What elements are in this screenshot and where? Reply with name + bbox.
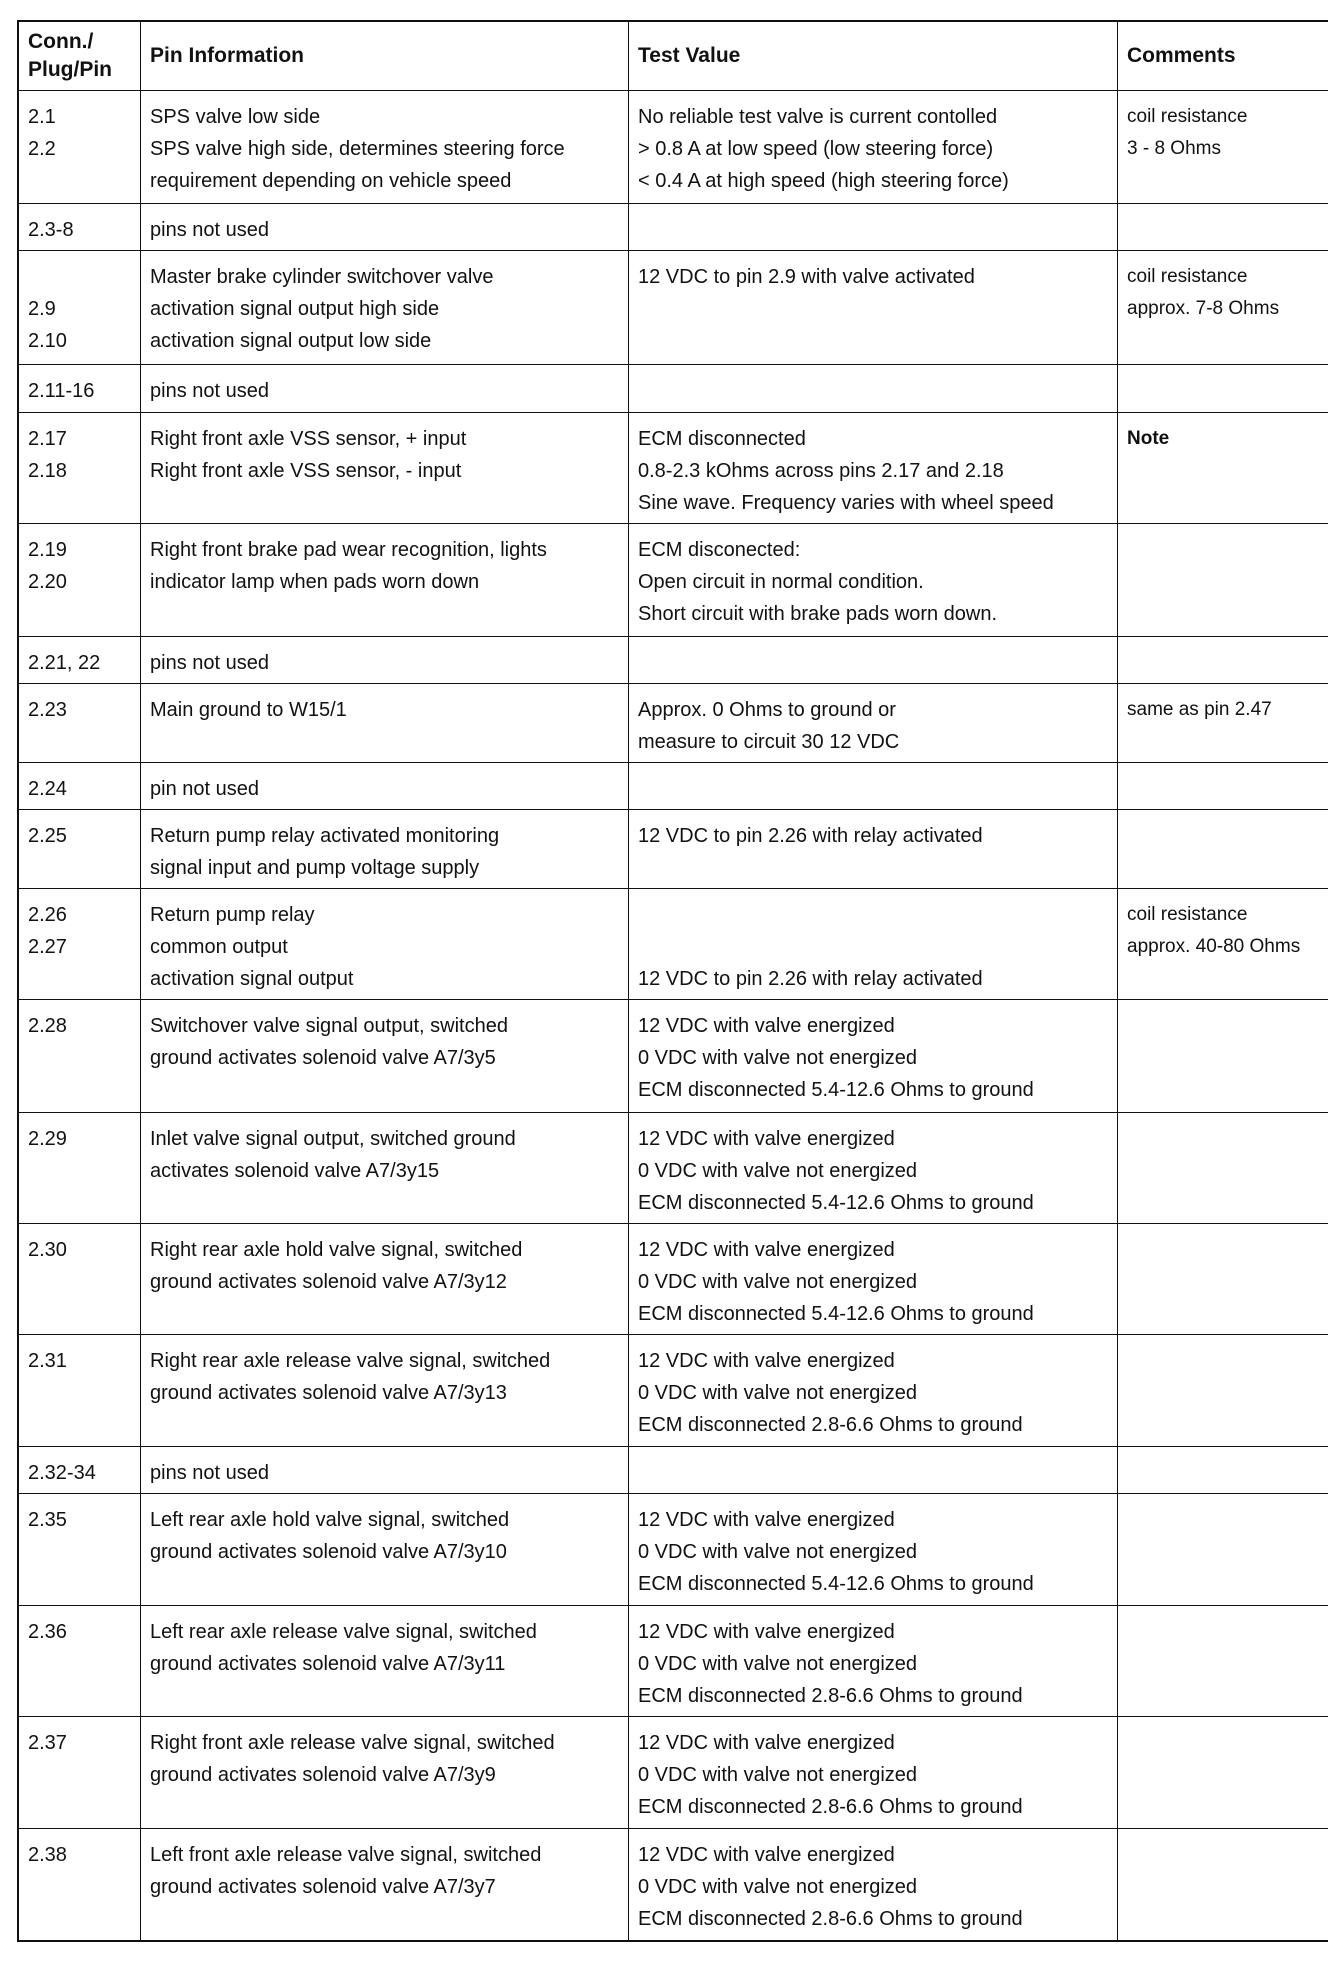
pin-info-line: ground activates solenoid valve A7/3y5 <box>150 1047 496 1069</box>
pin-cell <box>18 413 141 524</box>
pin-cell <box>18 204 141 251</box>
test-value-cell <box>629 889 1118 1000</box>
pin-line: 2.38 <box>28 1844 67 1866</box>
table-row <box>18 1494 1328 1606</box>
test-value-line: ECM disconnected 2.8-6.6 Ohms to ground <box>638 1908 1023 1930</box>
header-comments: Comments <box>1118 21 1328 91</box>
test-value-line: ECM disconnected 2.8-6.6 Ohms to ground <box>638 1796 1023 1818</box>
comments-cell <box>1118 1224 1328 1335</box>
pin-line: 2.36 <box>28 1621 67 1643</box>
test-value-line: 0 VDC with valve not energized <box>638 1541 918 1563</box>
pin-info-cell <box>141 1829 629 1941</box>
comments-cell <box>1118 684 1328 763</box>
pin-info-line: SPS valve low side <box>150 106 321 128</box>
test-value-cell <box>629 763 1118 810</box>
pin-info-line: Inlet valve signal output, switched ground <box>150 1128 516 1150</box>
table-row <box>18 1606 1328 1717</box>
test-value-cell <box>629 204 1118 251</box>
pin-info-line: pins not used <box>150 380 269 402</box>
pin-cell <box>18 684 141 763</box>
table-row <box>18 1717 1328 1829</box>
test-value-line: Open circuit in normal condition. <box>638 571 924 593</box>
comments-cell <box>1118 365 1328 413</box>
pin-info-line: Right front axle VSS sensor, - input <box>150 460 462 482</box>
pin-info-cell <box>141 1606 629 1717</box>
pin-info-cell <box>141 1494 629 1606</box>
pin-info-line: activation signal output <box>150 968 354 990</box>
pin-line: 2.10 <box>28 330 67 352</box>
pin-info-line: pins not used <box>150 219 269 241</box>
pin-line: 2.25 <box>28 825 67 847</box>
pin-cell <box>18 889 141 1000</box>
test-value-line: 0 VDC with valve not energized <box>638 1160 918 1182</box>
pin-line: 2.27 <box>28 936 67 958</box>
pin-info-line: ground activates solenoid valve A7/3y7 <box>150 1876 496 1898</box>
pin-line: 2.21, 22 <box>28 652 101 674</box>
pin-info-cell <box>141 251 629 365</box>
pin-info-line: Right rear axle release valve signal, switched <box>150 1350 551 1372</box>
pin-info-cell <box>141 413 629 524</box>
comments-cell <box>1118 637 1328 684</box>
pin-info-cell <box>141 1113 629 1224</box>
pin-info-cell <box>141 1335 629 1447</box>
test-value-line: 12 VDC with valve energized <box>638 1621 895 1643</box>
pin-line: 2.2 <box>28 138 56 160</box>
comments-cell <box>1118 810 1328 889</box>
test-value-line: 0 VDC with valve not energized <box>638 1382 918 1404</box>
comments-cell <box>1118 763 1328 810</box>
pin-line: 2.3-8 <box>28 219 74 241</box>
pin-info-line: SPS valve high side, determines steering force <box>150 138 565 160</box>
pin-info-line: requirement depending on vehicle speed <box>150 170 512 192</box>
pin-info-line: pin not used <box>150 778 259 800</box>
table-row <box>18 1335 1328 1447</box>
comments-cell <box>1118 251 1328 365</box>
pin-cell <box>18 1447 141 1494</box>
test-value-line: 12 VDC with valve energized <box>638 1509 895 1531</box>
pin-info-cell <box>141 365 629 413</box>
pin-info-cell <box>141 810 629 889</box>
table-row <box>18 889 1328 1000</box>
table-row <box>18 1113 1328 1224</box>
pin-cell <box>18 1606 141 1717</box>
pin-line: 2.32-34 <box>28 1462 96 1484</box>
comments-cell <box>1118 1829 1328 1941</box>
comments-cell <box>1118 413 1328 524</box>
pin-line: 2.1 <box>28 106 56 128</box>
pin-cell <box>18 1829 141 1941</box>
comments-line: Note <box>1127 428 1170 449</box>
pin-info-cell <box>141 637 629 684</box>
test-value-line: 0 VDC with valve not energized <box>638 1047 918 1069</box>
test-value-cell <box>629 637 1118 684</box>
test-value-line: ECM disconnected 5.4-12.6 Ohms to ground <box>638 1573 1034 1595</box>
pin-info-line: common output <box>150 936 288 958</box>
test-value-line: ECM disconnected 5.4-12.6 Ohms to ground <box>638 1192 1034 1214</box>
table-row <box>18 1829 1328 1941</box>
pin-info-line: indicator lamp when pads worn down <box>150 571 480 593</box>
table-row <box>18 1447 1328 1494</box>
test-value-line: 0 VDC with valve not energized <box>638 1876 918 1898</box>
pin-line: 2.17 <box>28 428 67 450</box>
table-row <box>18 413 1328 524</box>
comments-line: same as pin 2.47 <box>1127 699 1272 720</box>
table-row <box>18 1000 1328 1113</box>
pin-line: 2.23 <box>28 699 67 721</box>
pin-info-line: Right front axle VSS sensor, + input <box>150 428 467 450</box>
pin-info-line: pins not used <box>150 652 269 674</box>
test-value-line: 12 VDC with valve energized <box>638 1732 895 1754</box>
comments-line: approx. 7-8 Ohms <box>1127 298 1280 319</box>
comments-cell <box>1118 204 1328 251</box>
pin-line: 2.37 <box>28 1732 67 1754</box>
comments-cell <box>1118 1113 1328 1224</box>
pin-info-cell <box>141 763 629 810</box>
test-value-cell <box>629 365 1118 413</box>
pin-info-line: ground activates solenoid valve A7/3y10 <box>150 1541 507 1563</box>
test-value-cell <box>629 1447 1118 1494</box>
header-row <box>18 21 1328 91</box>
test-value-cell <box>629 1224 1118 1335</box>
pin-line: 2.26 <box>28 904 67 926</box>
pin-line: 2.31 <box>28 1350 67 1372</box>
pin-info-line: Left front axle release valve signal, switched <box>150 1844 542 1866</box>
test-value-line: > 0.8 A at low speed (low steering force) <box>638 138 994 160</box>
pin-line: 2.19 <box>28 539 67 561</box>
test-value-cell <box>629 524 1118 637</box>
pin-line: 2.35 <box>28 1509 67 1531</box>
pin-info-cell <box>141 1224 629 1335</box>
test-value-line: ECM disconected: <box>638 539 801 561</box>
header-pin-line-2: Plug/Pin <box>28 58 112 81</box>
pin-cell <box>18 251 141 365</box>
pin-info-cell <box>141 91 629 204</box>
pin-info-line: activates solenoid valve A7/3y15 <box>150 1160 440 1182</box>
pin-cell <box>18 1717 141 1829</box>
test-value-cell <box>629 1829 1118 1941</box>
test-value-cell <box>629 1606 1118 1717</box>
pin-info-line: activation signal output low side <box>150 330 432 352</box>
pin-line: 2.18 <box>28 460 67 482</box>
pin-line: 2.29 <box>28 1128 67 1150</box>
test-value-line: Short circuit with brake pads worn down. <box>638 603 998 625</box>
comments-line: approx. 40-80 Ohms <box>1127 936 1301 957</box>
pin-info-line: Right front brake pad wear recognition, lights <box>150 539 547 561</box>
pin-cell <box>18 637 141 684</box>
table-row <box>18 365 1328 413</box>
test-value-cell <box>629 1113 1118 1224</box>
table-row <box>18 1224 1328 1335</box>
pin-info-line: Right rear axle hold valve signal, switched <box>150 1239 523 1261</box>
test-value-line: < 0.4 A at high speed (high steering force) <box>638 170 1009 192</box>
table-row <box>18 524 1328 637</box>
pin-cell <box>18 1494 141 1606</box>
test-value-line: 12 VDC with valve energized <box>638 1015 895 1037</box>
pin-cell <box>18 1224 141 1335</box>
comments-cell <box>1118 1606 1328 1717</box>
test-value-cell <box>629 413 1118 524</box>
pin-info-line: ground activates solenoid valve A7/3y9 <box>150 1764 496 1786</box>
test-value-cell <box>629 1494 1118 1606</box>
pin-info-cell <box>141 204 629 251</box>
test-value-line: 12 VDC with valve energized <box>638 1128 895 1150</box>
table-row <box>18 251 1328 365</box>
pin-info-line: ground activates solenoid valve A7/3y13 <box>150 1382 507 1404</box>
comments-cell <box>1118 889 1328 1000</box>
test-value-line: ECM disconnected <box>638 428 806 450</box>
table-row <box>18 637 1328 684</box>
pin-info-line: Switchover valve signal output, switched <box>150 1015 508 1037</box>
pin-line: 2.11-16 <box>28 380 95 402</box>
table-body <box>18 91 1328 1941</box>
pin-cell <box>18 1113 141 1224</box>
comments-line: coil resistance <box>1127 106 1248 127</box>
test-value-line: No reliable test valve is current contolled <box>638 106 998 128</box>
header-conn-plug-pin <box>18 21 141 91</box>
pin-cell <box>18 365 141 413</box>
pin-info-cell <box>141 889 629 1000</box>
pin-info-cell <box>141 1447 629 1494</box>
pin-info-line: Return pump relay <box>150 904 315 926</box>
test-value-line: 12 VDC with valve energized <box>638 1350 895 1372</box>
test-value-line: ECM disconnected 5.4-12.6 Ohms to ground <box>638 1303 1034 1325</box>
test-value-line: 0 VDC with valve not energized <box>638 1764 918 1786</box>
pin-info-cell <box>141 684 629 763</box>
table-row <box>18 204 1328 251</box>
test-value-cell <box>629 1717 1118 1829</box>
table-row <box>18 684 1328 763</box>
test-value-cell <box>629 91 1118 204</box>
comments-cell <box>1118 1447 1328 1494</box>
test-value-line: 12 VDC with valve energized <box>638 1844 895 1866</box>
pin-line: 2.9 <box>28 298 56 320</box>
comments-cell <box>1118 1000 1328 1113</box>
test-value-line: Approx. 0 Ohms to ground or <box>638 699 896 721</box>
test-value-line: 0 VDC with valve not energized <box>638 1653 918 1675</box>
pin-cell <box>18 1335 141 1447</box>
pin-info-line: signal input and pump voltage supply <box>150 857 480 879</box>
pin-line: 2.28 <box>28 1015 67 1037</box>
test-value-cell <box>629 1000 1118 1113</box>
comments-cell <box>1118 524 1328 637</box>
pin-cell <box>18 1000 141 1113</box>
pin-info-line: pins not used <box>150 1462 269 1484</box>
comments-line: 3 - 8 Ohms <box>1127 138 1221 159</box>
table-row <box>18 763 1328 810</box>
test-value-line: measure to circuit 30 12 VDC <box>638 731 900 753</box>
test-value-line: 0 VDC with valve not energized <box>638 1271 918 1293</box>
pin-info-line: Main ground to W15/1 <box>150 699 347 721</box>
pin-info-line: Right front axle release valve signal, switched <box>150 1732 555 1754</box>
comments-cell <box>1118 1494 1328 1606</box>
header-test-value: Test Value <box>629 21 1118 91</box>
pin-info-cell <box>141 524 629 637</box>
pin-cell <box>18 524 141 637</box>
comments-cell <box>1118 1717 1328 1829</box>
test-value-line: 12 VDC to pin 2.26 with relay activated <box>638 968 983 990</box>
table-row <box>18 810 1328 889</box>
pin-info-cell <box>141 1000 629 1113</box>
comments-cell <box>1118 91 1328 204</box>
test-value-line: ECM disconnected 2.8-6.6 Ohms to ground <box>638 1414 1023 1436</box>
pin-info-line: activation signal output high side <box>150 298 440 320</box>
test-value-line: ECM disconnected 5.4-12.6 Ohms to ground <box>638 1079 1034 1101</box>
pin-info-line: Return pump relay activated monitoring <box>150 825 500 847</box>
pin-line: 2.20 <box>28 571 67 593</box>
pin-information-table <box>17 20 1328 1942</box>
pin-info-line: Left rear axle hold valve signal, switched <box>150 1509 510 1531</box>
test-value-cell <box>629 810 1118 889</box>
test-value-line: 12 VDC with valve energized <box>638 1239 895 1261</box>
test-value-cell <box>629 251 1118 365</box>
comments-line: coil resistance <box>1127 266 1248 287</box>
pin-info-line: ground activates solenoid valve A7/3y11 <box>150 1653 506 1675</box>
pin-info-line: ground activates solenoid valve A7/3y12 <box>150 1271 507 1293</box>
header-pin-information: Pin Information <box>141 21 629 91</box>
pin-info-line: Left rear axle release valve signal, switched <box>150 1621 537 1643</box>
pin-info-line: Master brake cylinder switchover valve <box>150 266 494 288</box>
table-row <box>18 91 1328 204</box>
test-value-cell <box>629 684 1118 763</box>
pin-cell <box>18 810 141 889</box>
test-value-line: 0.8-2.3 kOhms across pins 2.17 and 2.18 <box>638 460 1004 482</box>
comments-cell <box>1118 1335 1328 1447</box>
header-pin-line-1: Conn./ <box>28 30 94 53</box>
pin-line: 2.30 <box>28 1239 67 1261</box>
pin-cell <box>18 763 141 810</box>
pin-info-cell <box>141 1717 629 1829</box>
pin-cell <box>18 91 141 204</box>
pin-line: 2.24 <box>28 778 67 800</box>
test-value-line: 12 VDC to pin 2.9 with valve activated <box>638 266 975 288</box>
comments-line: coil resistance <box>1127 904 1248 925</box>
test-value-line: 12 VDC to pin 2.26 with relay activated <box>638 825 983 847</box>
test-value-line: ECM disconnected 2.8-6.6 Ohms to ground <box>638 1685 1023 1707</box>
test-value-line: Sine wave. Frequency varies with wheel speed <box>638 492 1054 514</box>
test-value-cell <box>629 1335 1118 1447</box>
